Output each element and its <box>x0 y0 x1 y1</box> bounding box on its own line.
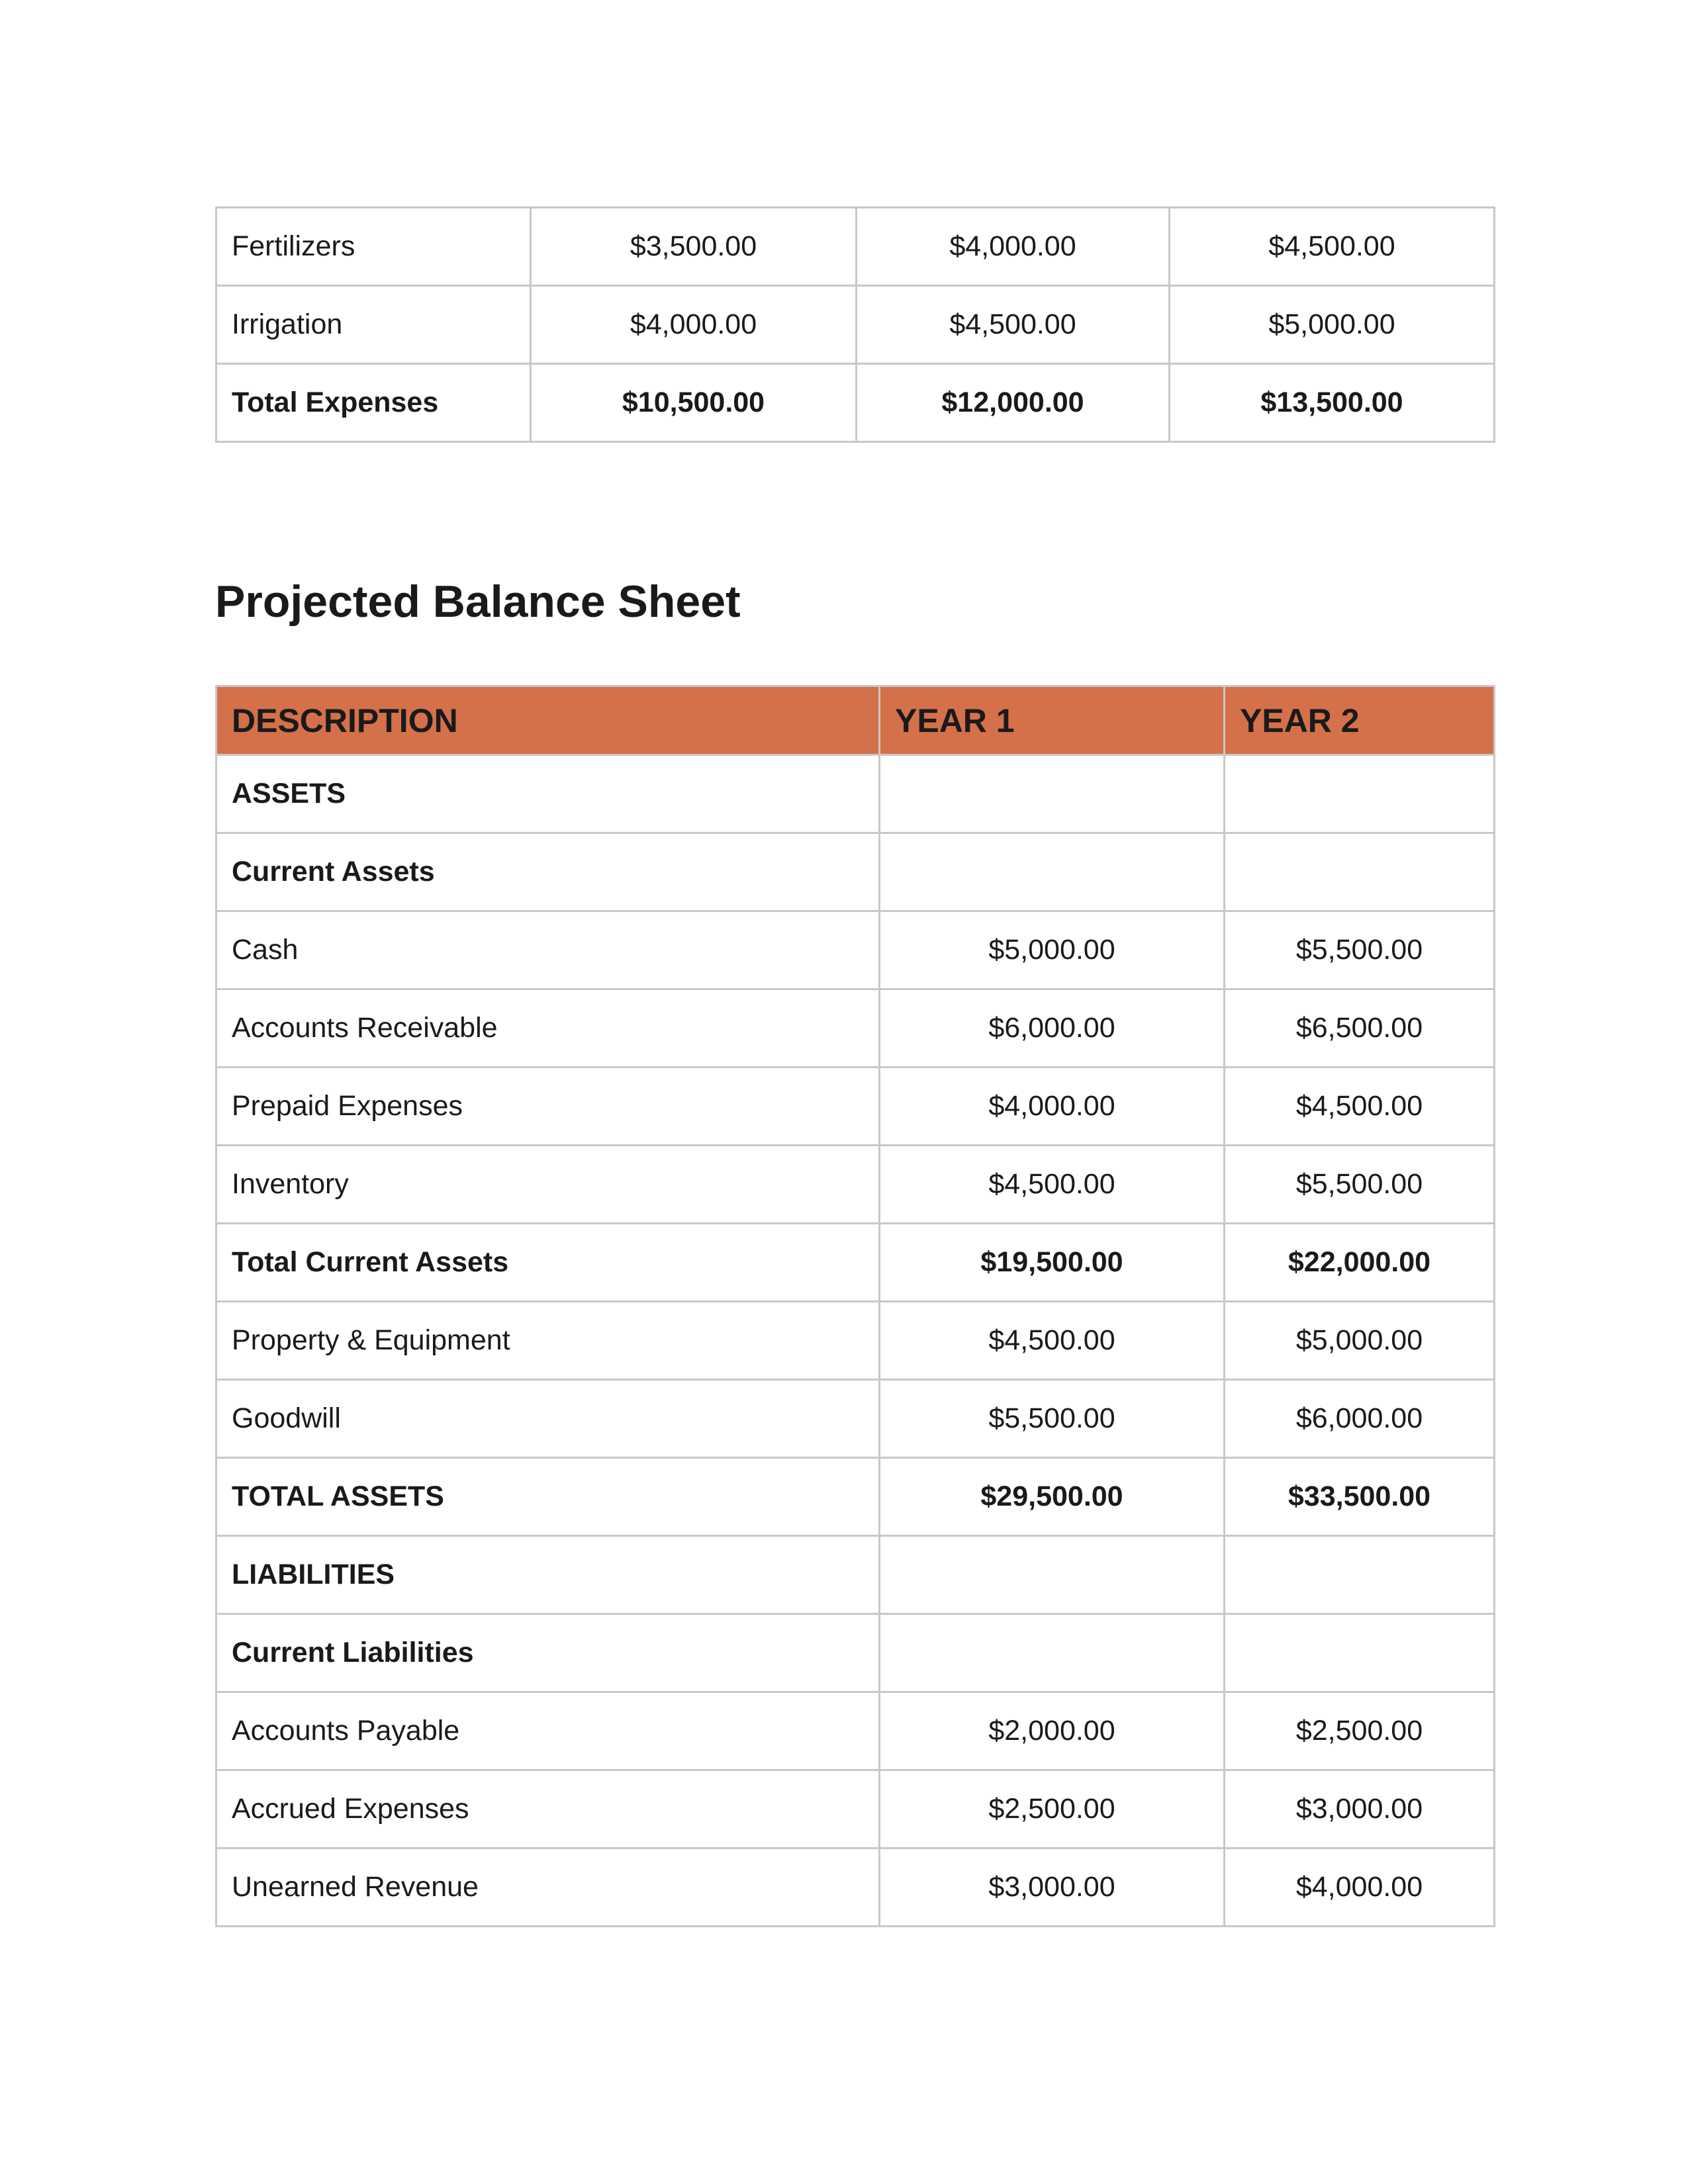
row-value: $22,000.00 <box>1225 1224 1495 1302</box>
row-label: Property & Equipment <box>216 1302 880 1380</box>
row-label: ASSETS <box>216 755 880 833</box>
row-value: $3,000.00 <box>1225 1770 1495 1848</box>
table-row <box>216 1224 1495 1302</box>
row-value: $2,500.00 <box>1225 1692 1495 1770</box>
row-value: $4,000.00 <box>880 1068 1225 1146</box>
table-row <box>216 1692 1495 1770</box>
row-value: $10,500.00 <box>531 364 857 442</box>
row-value: $4,500.00 <box>1225 1068 1495 1146</box>
row-value: $5,500.00 <box>880 1380 1225 1458</box>
row-value: $4,500.00 <box>1170 208 1495 286</box>
row-value <box>880 1536 1225 1614</box>
row-value <box>1225 833 1495 911</box>
row-value: $33,500.00 <box>1225 1458 1495 1536</box>
row-label: Accounts Receivable <box>216 989 880 1068</box>
row-value: $6,000.00 <box>1225 1380 1495 1458</box>
row-value: $13,500.00 <box>1170 364 1495 442</box>
table-row <box>216 286 1495 364</box>
row-value: $4,500.00 <box>880 1302 1225 1380</box>
header-year-2: YEAR 2 <box>1225 686 1495 755</box>
table-row <box>216 1302 1495 1380</box>
row-label: LIABILITIES <box>216 1536 880 1614</box>
row-value: $4,000.00 <box>1225 1848 1495 1927</box>
header-description: DESCRIPTION <box>216 686 880 755</box>
row-label: Prepaid Expenses <box>216 1068 880 1146</box>
row-value: $19,500.00 <box>880 1224 1225 1302</box>
row-label: TOTAL ASSETS <box>216 1458 880 1536</box>
table-row <box>216 208 1495 286</box>
row-label: Total Current Assets <box>216 1224 880 1302</box>
row-label: Inventory <box>216 1146 880 1224</box>
balance-sheet-table <box>215 685 1495 1927</box>
row-label: Total Expenses <box>216 364 531 442</box>
row-value: $5,500.00 <box>1225 1146 1495 1224</box>
row-value: $4,500.00 <box>880 1146 1225 1224</box>
row-label: Fertilizers <box>216 208 531 286</box>
table-row <box>216 364 1495 442</box>
row-value: $12,000.00 <box>857 364 1170 442</box>
table-row <box>216 1614 1495 1692</box>
row-value: $4,000.00 <box>857 208 1170 286</box>
table-row <box>216 989 1495 1068</box>
table-row <box>216 1770 1495 1848</box>
row-label: Irrigation <box>216 286 531 364</box>
table-row <box>216 755 1495 833</box>
table-row <box>216 911 1495 989</box>
row-value: $2,000.00 <box>880 1692 1225 1770</box>
row-value <box>1225 1536 1495 1614</box>
row-value <box>880 1614 1225 1692</box>
table-row <box>216 833 1495 911</box>
header-row <box>216 686 1495 755</box>
row-label: Accounts Payable <box>216 1692 880 1770</box>
row-value: $5,000.00 <box>1225 1302 1495 1380</box>
table-row <box>216 1146 1495 1224</box>
row-value: $3,500.00 <box>531 208 857 286</box>
table-row <box>216 1848 1495 1927</box>
row-label: Goodwill <box>216 1380 880 1458</box>
row-value: $5,500.00 <box>1225 911 1495 989</box>
table-row <box>216 1068 1495 1146</box>
table-row <box>216 1536 1495 1614</box>
expenses-table <box>215 206 1495 443</box>
table-row <box>216 1380 1495 1458</box>
row-value: $29,500.00 <box>880 1458 1225 1536</box>
row-value: $3,000.00 <box>880 1848 1225 1927</box>
row-label: Current Assets <box>216 833 880 911</box>
row-value: $5,000.00 <box>1170 286 1495 364</box>
row-value <box>1225 1614 1495 1692</box>
row-label: Unearned Revenue <box>216 1848 880 1927</box>
header-year-1: YEAR 1 <box>880 686 1225 755</box>
row-value <box>880 755 1225 833</box>
row-value <box>880 833 1225 911</box>
table-row <box>216 1458 1495 1536</box>
row-value: $2,500.00 <box>880 1770 1225 1848</box>
row-label: Current Liabilities <box>216 1614 880 1692</box>
row-label: Cash <box>216 911 880 989</box>
row-value <box>1225 755 1495 833</box>
row-value: $6,000.00 <box>880 989 1225 1068</box>
row-value: $6,500.00 <box>1225 989 1495 1068</box>
row-value: $4,500.00 <box>857 286 1170 364</box>
row-value: $4,000.00 <box>531 286 857 364</box>
row-value: $5,000.00 <box>880 911 1225 989</box>
page-title: Projected Balance Sheet <box>215 576 741 627</box>
row-label: Accrued Expenses <box>216 1770 880 1848</box>
